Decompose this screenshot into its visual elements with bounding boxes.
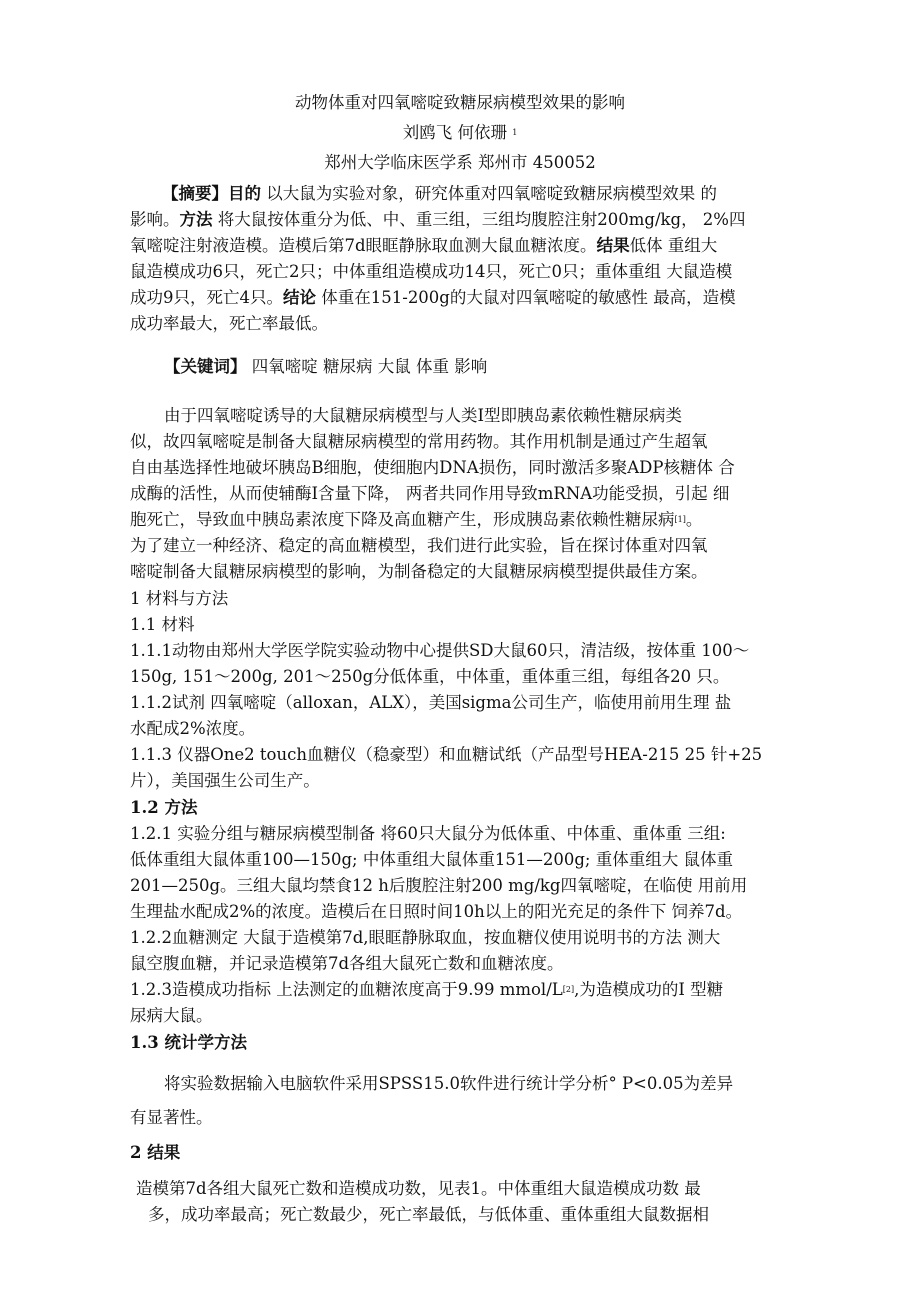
method-label: 方法 xyxy=(179,210,213,229)
paragraph-line: 有显著性。 xyxy=(130,1108,213,1127)
paragraph-line: 片），美国强生公司生产。 xyxy=(130,771,320,790)
intro-text: 。 xyxy=(685,510,703,529)
paragraph-line: 造模第7d各组大鼠死亡数和造模成功数，见表1。中体重组大鼠造模成功数 最 xyxy=(136,1179,701,1198)
section-heading: 1 材料与方法 xyxy=(130,589,229,608)
paragraph-line xyxy=(130,979,790,1001)
abstract-line-3 xyxy=(130,235,790,257)
paragraph-line: 201—250g。三组大鼠均禁食12 h后腹腔注射200 mg/kg四氧嘧啶，在临使 用前用 xyxy=(130,876,748,895)
abstract-label: 【摘要】 xyxy=(162,184,228,203)
abstract-text: 将大鼠按体重分为低、中、重三组，三组均腹腔注射200mg/kg， 2%四 xyxy=(212,210,746,229)
paragraph-line: 尿病大鼠。 xyxy=(130,1006,213,1025)
intro-line: 为了建立一种经济、稳定的高血糖模型，我们进行此实验，旨在探讨体重对四氧 xyxy=(130,536,708,555)
paragraph-line: 低体重组大鼠体重100—150g; 中体重组大鼠体重151—200g; 重体重组大 鼠体重 xyxy=(130,850,733,869)
abstract-line-6: 成功率最大，死亡率最低。 xyxy=(130,314,328,333)
paragraph-line: 1.2.1 实验分组与糖尿病模型制备 将60只大鼠分为低体重、中体重、重体重 三组: xyxy=(130,824,726,843)
paragraph-text: ,为造模成功的I 型糖 xyxy=(574,980,724,999)
paragraph-line: 1.1.3 仪器One2 touch血糖仪（稳豪型）和血糖试纸（产品型号HEA-215 25 针+25 xyxy=(130,745,763,764)
abstract-text: 影响。 xyxy=(130,210,180,229)
keywords-label: 【关键词】 xyxy=(164,357,247,376)
paper-title: 动物体重对四氧嘧啶致糖尿病模型效果的影响 xyxy=(295,93,625,112)
intro-line: 自由基选择性地破坏胰岛B细胞，使细胞内DNA损伤，同时激活多聚ADP核糖体 合 xyxy=(130,458,735,477)
affiliation: 郑州大学临床医学系 郑州市 450052 xyxy=(324,153,596,172)
paragraph-line: 水配成2%浓度。 xyxy=(130,719,256,738)
paragraph-line: 生理盐水配成2%的浓度。造模后在日照时间10h以上的阳光充足的条件下 饲养7d。 xyxy=(130,902,743,921)
keywords-text: 四氧嘧啶 糖尿病 大鼠 体重 影响 xyxy=(246,357,488,376)
paragraph-text: 1.2.3造模成功指标 上法测定的血糖浓度高于9.99 mmol/L xyxy=(130,980,563,999)
intro-line: 似，故四氧嘧啶是制备大鼠糖尿病模型的常用药物。其作用机制是通过产生超氧 xyxy=(130,432,708,451)
result-label: 结果 xyxy=(596,236,630,255)
abstract-line-2 xyxy=(130,209,790,231)
section-heading: 2 结果 xyxy=(130,1143,181,1162)
author-note: 1 xyxy=(512,128,518,137)
subsection-heading: 1.1 材料 xyxy=(130,615,195,634)
subsection-heading: 1.2 方法 xyxy=(130,798,198,817)
paragraph-line: 将实验数据输入电脑软件采用SPSS15.0软件进行统计学分析° P<0.05为差异 xyxy=(164,1074,734,1093)
intro-line: 嘧啶制备大鼠糖尿病模型的影响，为制备稳定的大鼠糖尿病模型提供最佳方案。 xyxy=(130,562,708,581)
paragraph-line: 鼠空腹血糖，并记录造模第7d各组大鼠死亡数和血糖浓度。 xyxy=(130,954,564,973)
conclusion-label: 结论 xyxy=(283,288,316,307)
intro-text: 胞死亡，导致血中胰岛素浓度下降及高血糖产生，形成胰岛素依赖性糖尿病 xyxy=(130,510,675,529)
authors xyxy=(0,122,920,144)
paragraph-line: 150g, 151～200g, 201～250g分低体重，中体重，重体重三组，每组各20 只。 xyxy=(130,667,730,686)
paragraph-line: 1.1.1动物由郑州大学医学院实验动物中心提供SD大鼠60只，清洁级，按体重 100～ xyxy=(130,641,750,660)
abstract-text: 低体 重组大 xyxy=(629,236,718,255)
subsection-heading: 1.3 统计学方法 xyxy=(130,1033,247,1052)
paragraph-line: 多，成功率最高；死亡数最少，死亡率最低，与低体重、重体重组大鼠数据相 xyxy=(148,1205,709,1224)
citation-2[interactable]: [2] xyxy=(562,985,575,994)
paragraph-line: 1.2.2血糖测定 大鼠于造模第7d,眼眶静脉取血，按血糖仪使用说明书的方法 测大 xyxy=(130,928,721,947)
abstract-text: 成功9只，死亡4只。 xyxy=(130,288,283,307)
intro-line xyxy=(130,509,790,531)
abstract-line-4: 鼠造模成功6只，死亡2只；中体重组造模成功14只，死亡0只；重体重组 大鼠造模 xyxy=(130,262,733,281)
abstract-line-5 xyxy=(130,287,790,309)
abstract-text: 以大鼠为实验对象，研究体重对四氧嘧啶致糖尿病模型效果 的 xyxy=(261,184,717,203)
intro-line: 成酶的活性，从而使辅酶I含量下降， 两者共同作用导致mRNA功能受损，引起 细 xyxy=(130,484,730,503)
abstract-line-1 xyxy=(162,183,822,205)
paragraph-line: 1.1.2试剂 四氧嘧啶（alloxan，ALX），美国sigma公司生产，临使用前用生理 盐 xyxy=(130,693,732,712)
abstract-text: 氧嘧啶注射液造模。造模后第7d眼眶静脉取血测大鼠血糖浓度。 xyxy=(130,236,597,255)
author-names: 刘鸥飞 何依珊 xyxy=(402,123,507,142)
keywords xyxy=(164,356,824,378)
purpose-label: 目的 xyxy=(228,184,261,203)
intro-line: 由于四氧嘧啶诱导的大鼠糖尿病模型与人类I型即胰岛素依赖性糖尿病类 xyxy=(164,406,683,425)
citation-1[interactable]: [1] xyxy=(674,515,686,524)
abstract-text: 体重在151-200g的大鼠对四氧嘧啶的敏感性 最高，造模 xyxy=(316,288,736,307)
